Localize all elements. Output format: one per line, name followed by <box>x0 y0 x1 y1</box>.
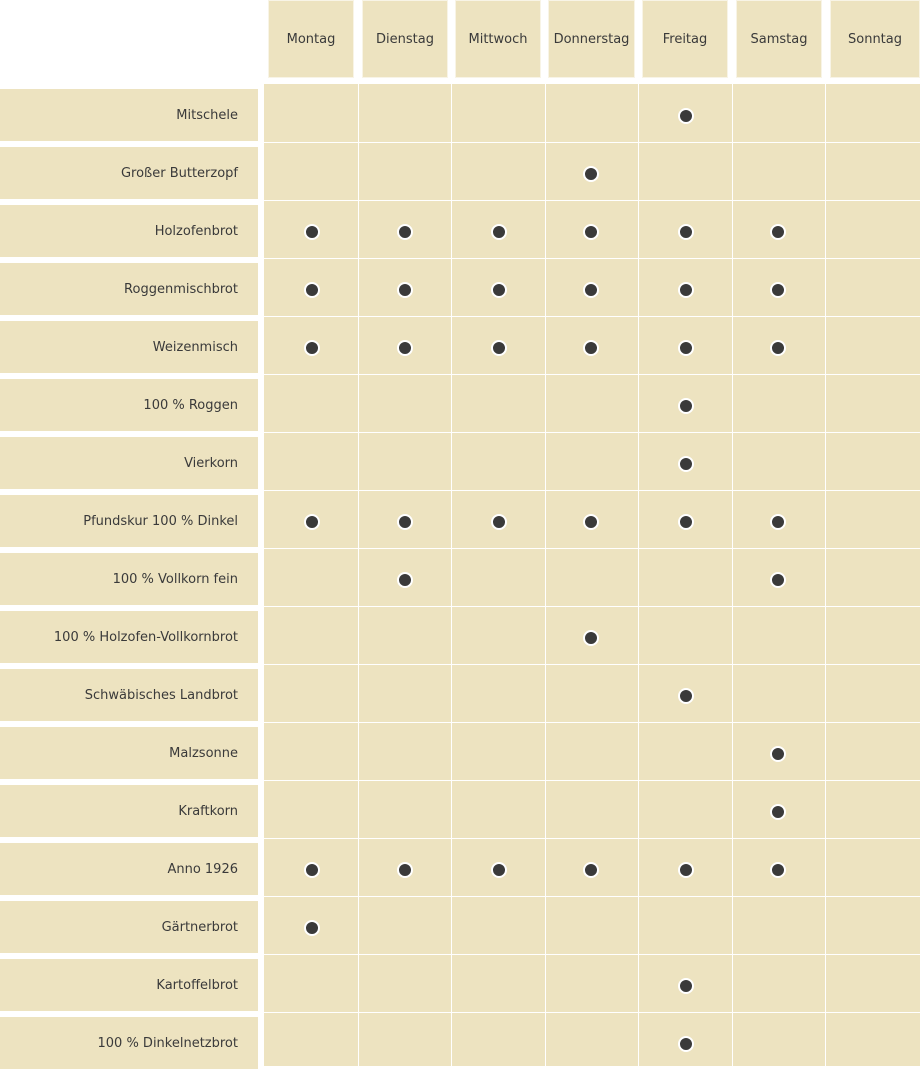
available-dot <box>678 340 694 356</box>
product-label: 100 % Holzofen-Vollkornbrot <box>0 611 258 663</box>
available-dot <box>304 224 320 240</box>
column-divider <box>451 84 452 1066</box>
available-dot <box>678 108 694 124</box>
available-dot <box>583 282 599 298</box>
row-divider <box>264 1012 920 1013</box>
available-dot <box>583 166 599 182</box>
product-label: Pfundskur 100 % Dinkel <box>0 495 258 547</box>
available-dot <box>770 282 786 298</box>
column-divider <box>545 84 546 1066</box>
available-dot <box>770 804 786 820</box>
product-label: 100 % Vollkorn fein <box>0 553 258 605</box>
product-label: Kartoffelbrot <box>0 959 258 1011</box>
availability-grid <box>264 84 920 1066</box>
available-dot <box>491 340 507 356</box>
row-divider <box>264 664 920 665</box>
row-divider <box>264 432 920 433</box>
product-label: Großer Butterzopf <box>0 147 258 199</box>
day-header-sonntag: Sonntag <box>830 0 920 78</box>
available-dot <box>583 224 599 240</box>
column-divider <box>638 84 639 1066</box>
available-dot <box>583 514 599 530</box>
row-divider <box>264 780 920 781</box>
available-dot <box>491 224 507 240</box>
available-dot <box>770 224 786 240</box>
product-label: 100 % Roggen <box>0 379 258 431</box>
day-header-montag: Montag <box>268 0 354 78</box>
available-dot <box>678 398 694 414</box>
row-divider <box>264 896 920 897</box>
available-dot <box>678 1036 694 1052</box>
available-dot <box>491 282 507 298</box>
column-divider <box>825 84 826 1066</box>
day-header-dienstag: Dienstag <box>362 0 448 78</box>
available-dot <box>397 282 413 298</box>
column-divider <box>732 84 733 1066</box>
column-divider <box>358 84 359 1066</box>
available-dot <box>304 514 320 530</box>
product-label: Holzofenbrot <box>0 205 258 257</box>
row-divider <box>264 722 920 723</box>
available-dot <box>491 862 507 878</box>
available-dot <box>770 514 786 530</box>
available-dot <box>397 572 413 588</box>
available-dot <box>491 514 507 530</box>
row-divider <box>264 838 920 839</box>
available-dot <box>678 978 694 994</box>
row-divider <box>264 258 920 259</box>
available-dot <box>678 688 694 704</box>
available-dot <box>304 920 320 936</box>
product-label: Malzsonne <box>0 727 258 779</box>
row-divider <box>264 606 920 607</box>
day-header-donnerstag: Donnerstag <box>548 0 635 78</box>
row-divider <box>264 316 920 317</box>
available-dot <box>770 862 786 878</box>
product-label: Vierkorn <box>0 437 258 489</box>
available-dot <box>770 746 786 762</box>
day-header-freitag: Freitag <box>642 0 728 78</box>
row-divider <box>264 548 920 549</box>
available-dot <box>304 340 320 356</box>
product-label: Gärtnerbrot <box>0 901 258 953</box>
available-dot <box>770 340 786 356</box>
product-label: Mitschele <box>0 89 258 141</box>
available-dot <box>678 224 694 240</box>
available-dot <box>397 514 413 530</box>
available-dot <box>678 862 694 878</box>
row-divider <box>264 142 920 143</box>
product-label: Anno 1926 <box>0 843 258 895</box>
available-dot <box>583 340 599 356</box>
row-divider <box>264 490 920 491</box>
available-dot <box>678 514 694 530</box>
day-header-samstag: Samstag <box>736 0 822 78</box>
available-dot <box>304 282 320 298</box>
product-label: Roggenmischbrot <box>0 263 258 315</box>
available-dot <box>678 282 694 298</box>
product-label: Kraftkorn <box>0 785 258 837</box>
product-label: Schwäbisches Landbrot <box>0 669 258 721</box>
available-dot <box>304 862 320 878</box>
day-header-mittwoch: Mittwoch <box>455 0 541 78</box>
available-dot <box>770 572 786 588</box>
available-dot <box>583 630 599 646</box>
available-dot <box>583 862 599 878</box>
row-divider <box>264 374 920 375</box>
product-label: 100 % Dinkelnetzbrot <box>0 1017 258 1069</box>
available-dot <box>678 456 694 472</box>
available-dot <box>397 340 413 356</box>
available-dot <box>397 224 413 240</box>
available-dot <box>397 862 413 878</box>
row-divider <box>264 200 920 201</box>
row-divider <box>264 954 920 955</box>
product-label: Weizenmisch <box>0 321 258 373</box>
